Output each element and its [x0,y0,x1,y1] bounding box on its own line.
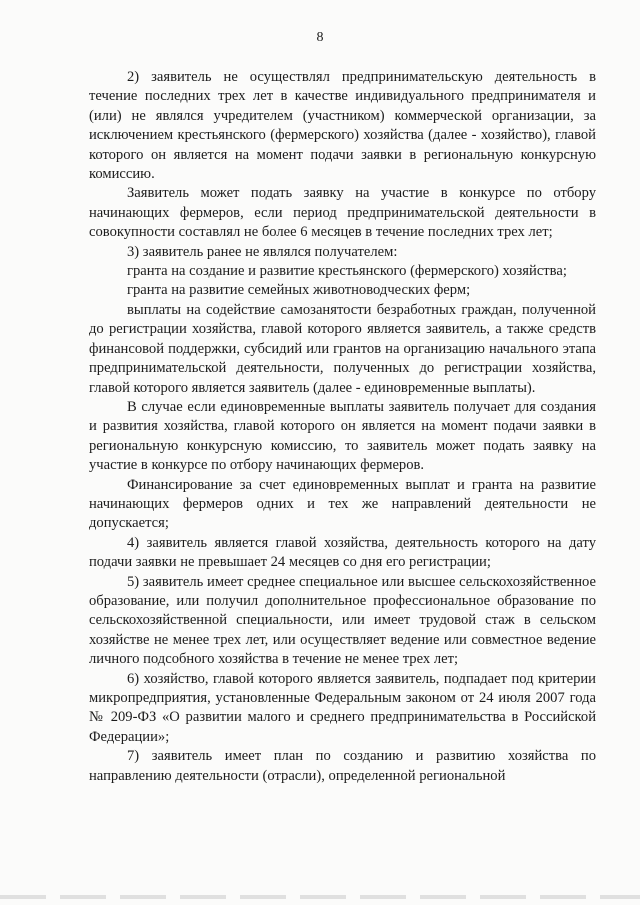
paragraph-item-6-requirement: 6) хозяйство, главой которого является заявитель, подпадает под критерии микропредприятия, установленные Федеральным законом от 24 июля 2007 года № 209-ФЗ «О развитии малого и среднего предпринимательства в Российской Федерации»; [89,670,596,745]
paragraph-item-5-requirement: 5) заявитель имеет среднее специальное или высшее сельскохозяйственное образование, или получил дополнительное профессиональное образование по сельскохозяйственной специальности, или имеет трудовой стаж в сельском хозяйстве не менее трех лет, или осуществляет ведение или совместное ведение личного подсобного хозяйства в течение не менее трех лет; [89,573,596,668]
paragraph-lump-sum-exception: В случае если единовременные выплаты заявитель получает для создания и развития хозяйства, главой которого он является на момент подачи заявки в региональную конкурсную комиссию, то заявитель может подать заявку на участие в конкурсе по отбору начинающих фермеров. [89,398,596,474]
page-number: 8 [316,30,324,45]
paragraph-item-3-requirement: 3) заявитель ранее не являлся получателем: [127,243,398,260]
paragraph-financing-restriction: Финансирование за счет единовременных выплат и гранта на развитие начинающих фермеров одних и тех же направлений деятельности не допускается; [89,476,596,532]
paragraph-item-2-requirement: 2) заявитель не осуществлял предпринимательскую деятельность в течение последних трех лет в качестве индивидуального предпринимателя и (или) не являлся учредителем (участником) коммерческой организации, за исключением крестьянского (фермерского) хозяйства (далее - хозяйство), главой которого он является на момент подачи заявки в региональную конкурсную комиссию. [89,69,596,183]
paragraph-item-4-requirement: 4) заявитель является главой хозяйства, деятельность которого на дату подачи заявки не превышает 24 месяцев со дня его регистрации; [89,534,596,571]
paragraph-grant-family-farms: гранта на развитие семейных животноводческих ферм; [127,282,471,299]
paragraph-item-7-requirement: 7) заявитель имеет план по созданию и развитию хозяйства по направлению деятельности (отрасли), определенной региональной [89,748,596,784]
scan-bottom-edge [0,895,640,899]
document-body [89,68,596,786]
paragraph-grant-farm-creation: гранта на создание и развитие крестьянского (фермерского) хозяйства; [127,263,567,280]
paragraph-lump-sum-payments: выплаты на содействие самозанятости безработных граждан, полученной до регистрации хозяйства, главой которого является заявитель, а также средств финансовой поддержки, субсидий или грантов на организацию начального этапа предпринимательской деятельности, полученных до регистрации хозяйства, главой которого является заявитель (далее - единовременные выплаты). [89,301,596,396]
paragraph-six-month-exception: Заявитель может подать заявку на участие в конкурсе по отбору начинающих фермеров, если период предпринимательской деятельности в совокупности составлял не более 6 месяцев в течение последних трех лет; [89,185,596,241]
